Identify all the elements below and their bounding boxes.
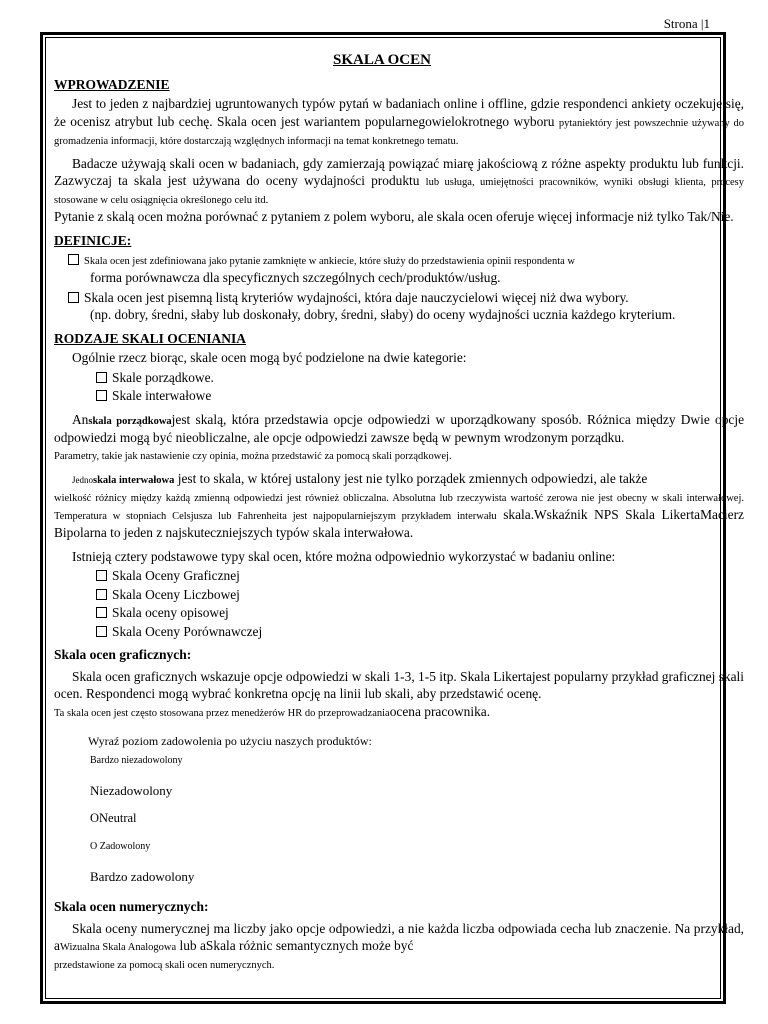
four-types-intro: Istnieją cztery podstawowe typy skal ocen, które można odpowiednio wykorzystać w badaniu online: [72,548,616,564]
list-item: Skala Oceny Graficznej [96,567,744,585]
survey-option[interactable]: ONeutral [90,811,137,825]
list-item: Skale porządkowe. [96,369,744,387]
survey-option[interactable]: Niezadowolony [90,783,173,798]
survey-option[interactable]: Bardzo niezadowolony [90,755,183,766]
types-intro: Ogólnie rzecz biorąc, skale ocen mogą być podzielone na dwie kategorie: [72,350,467,365]
four-types-list [54,567,744,640]
checkbox-bullet-icon [96,626,107,637]
checkbox-bullet-icon [96,607,107,618]
checkbox-bullet-icon [96,589,107,600]
survey-option[interactable]: O Zadowolony [90,841,151,852]
checkbox-bullet-icon [96,570,107,581]
numeric-paragraph: Skala oceny numerycznej ma liczby jako opcje odpowiedzi, a nie każda liczba odpowiada cecha lub znaczenie. Na przykład, aWizualna Skala Analogowa lub aSkala różnic semantycznych może być przedstawione za pomocą skali ocen numerycznych. [54,920,744,971]
ordinal-paragraph: Anskala porządkowajest skalą, która przedstawia opcje odpowiedzi w uporządkowany sposób. Różnica między Dwie opcje odpowiedzi mogą być nieobliczalne, ale opcje odpowiedzi zawsze będą w pewnym wrodzonym porządku. Parametry, takie jak nastawienie czy opinia, można przedstawić za pomocą skali porządkowej. [54,411,745,462]
graphic-paragraph: Skala ocen graficznych wskazuje opcje odpowiedzi w skali 1-3, 1-5 itp. Skala Likertajest popularny przykład graficznej skali ocen. Respondenci mogą wybrać konkretna opcję na linii lub skali, aby przedstawić ocenę. Ta skala ocen jest często stosowana przez menedżerów HR do przeprowadzaniaocena pracownika. [54,668,744,719]
intro-paragraph-2: Badacze używają skali ocen w badaniach, gdy zamierzają powiązać miarę jakościową z różne aspekty produktu lub funkcji. Zazwyczaj ta skala jest używana do oceny wydajności produktu lub usługa, umiejętności pracowników, wyniki obsługi klienta, procesy stosowane w celu osiągnięcia określonego celu itd. [54,155,744,206]
checkbox-bullet-icon [96,390,107,401]
list-item: Skala Oceny Liczbowej [96,586,744,604]
heading-types: RODZAJE SKALI OCENIANIA [54,330,247,346]
survey-option[interactable]: Bardzo zadowolony [90,869,195,884]
list-item: Skala oceny opisowej [96,604,744,622]
survey-question: Wyraź poziom zadowolenia po użyciu naszych produktów: [88,733,372,748]
document-title: SKALA OCEN [333,52,431,68]
document-body [54,52,744,973]
list-item: Skala Oceny Porównawczej [96,623,744,641]
heading-definitions: DEFINICJE: [54,232,132,248]
checkbox-bullet-icon [96,372,107,383]
definition-2: Skala ocen jest pisemną listą kryteriów wydajności, która daje nauczycielowi więcej niż dwa wybory. (np. dobry, średni, słaby lub doskonały, dobry, średni, słaby) do oceny wydajności ucznia każdego kryterium. [54,289,744,324]
sample-survey [54,733,744,891]
checkbox-bullet-icon [68,254,79,265]
intro-paragraph-3: Pytanie z skalą ocen można porównać z pytaniem z polem wyboru, ale skala ocen oferuje więcej informacje niż tylko Tak/Nie. [54,209,734,224]
interval-paragraph: Jednoskala interwałowa jest to skala, w której ustalony jest nie tylko porządek zmiennych odpowiedzi, ale także wielkość różnicy między każdą zmienną odpowiedzi jest również obliczalna. Absolutna lub rzeczywista wartość zerowa nie jest obecny w skali interwałowej. Temperatura w stopniach Celsjusza lub Fahrenheita jest najpopularniejszym przykładem interwału skala.Wskaźnik NPS Skala LikertaMacierz Bipolarna to jeden z najskuteczniejszych typów skala interwałowa. [54,471,744,540]
intro-paragraph-1: Jest to jeden z najbardziej ugruntowanych typów pytań w badaniach online i offline, gdzie respondenci ankiety oczekuje się, że ocenisz atrybut lub cechę. Skala ocen jest wariantem popularnegowielokrotnego wyboru pytaniektóry jest powszechnie używany do gromadzenia informacji, które dostarczają względnych informacji na temat konkretnego tematu. [54,96,744,147]
heading-graphic-scale: Skala ocen graficznych: [54,647,192,662]
list-item: Skale interwałowe [96,387,744,405]
heading-intro: WPROWADZENIE [54,76,170,92]
checkbox-bullet-icon [68,292,79,303]
definition-1: Skala ocen jest zdefiniowana jako pytanie zamknięte w ankiecie, które służy do przedstawienia opinii respondenta w forma porównawcza dla specyficznych szczególnych cech/produktów/usług. [54,251,744,287]
page-number: Strona |1 [663,16,710,31]
category-list [54,369,744,405]
heading-numeric-scale: Skala ocen numerycznych: [54,899,209,914]
